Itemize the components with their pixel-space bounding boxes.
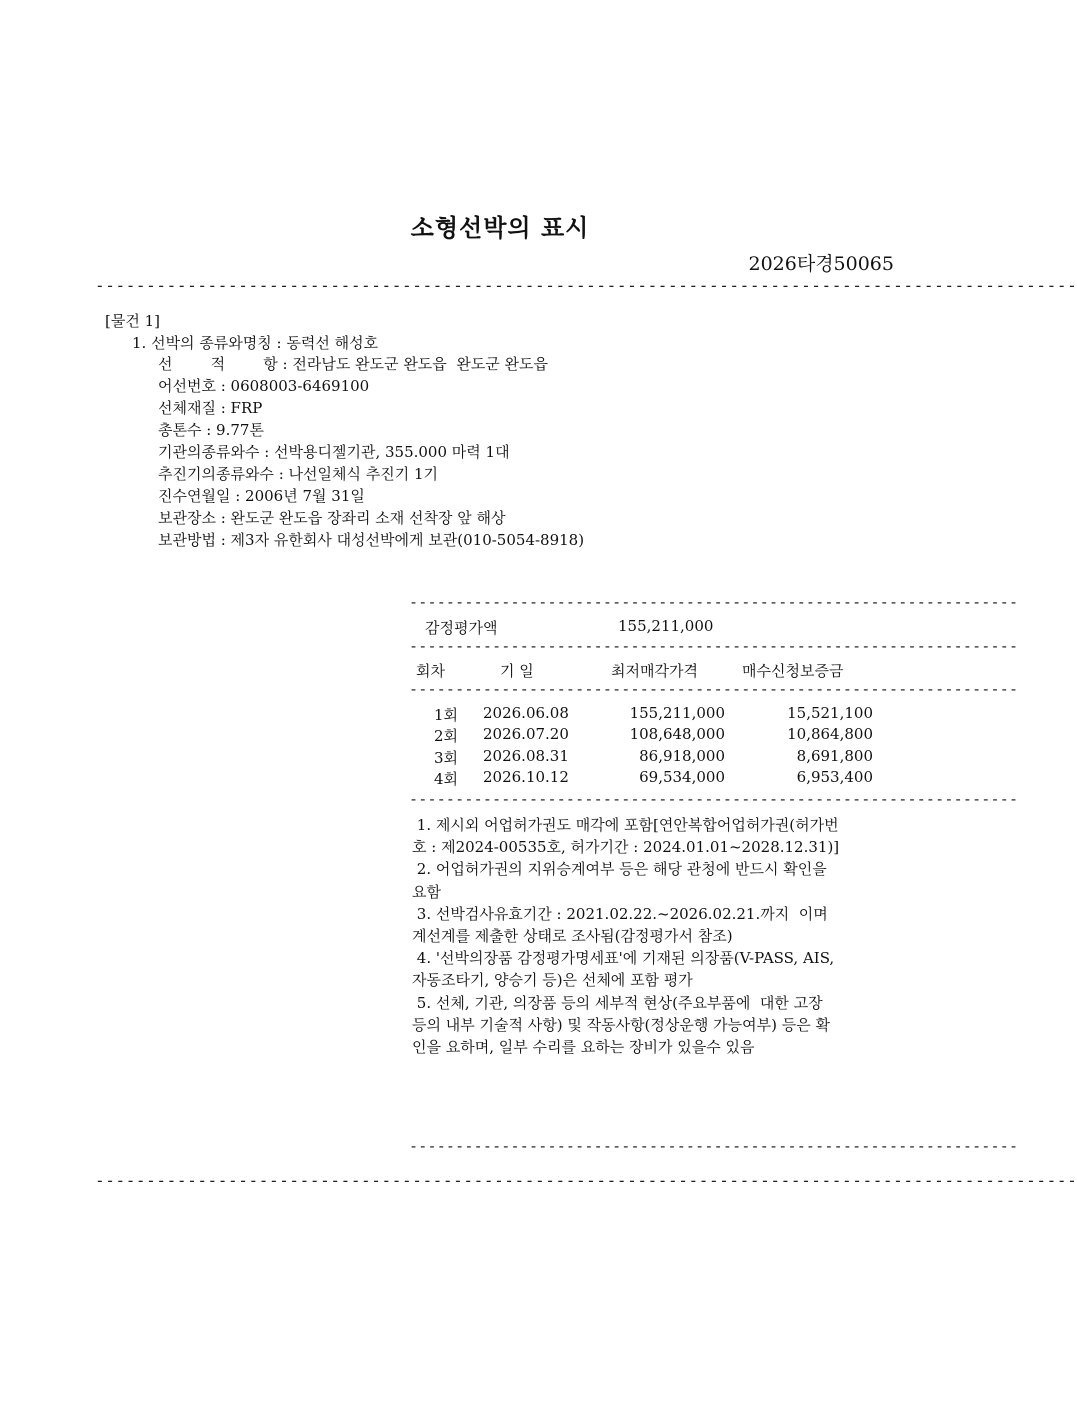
row-deposit: 15,521,100 xyxy=(787,704,873,722)
appraisal-top-rule: ------------------------------------------------------------------ xyxy=(409,593,1019,611)
row-date: 2026.10.12 xyxy=(483,768,569,786)
row-min-price: 69,534,000 xyxy=(639,768,725,786)
hull-material: 선체재질 : FRP xyxy=(158,399,263,417)
appraisal-label: 감정평가액 xyxy=(425,619,498,637)
top-divider: ------------------------------------------------------------------------------------------------ xyxy=(95,276,1077,295)
row-round: 2회 xyxy=(433,727,458,745)
case-number: 2026타경50065 xyxy=(748,253,894,275)
fishing-vessel-number: 어선번호 : 0608003-6469100 xyxy=(158,377,370,395)
storage-location: 보관장소 : 완도군 완도읍 장좌리 소재 선착장 앞 해상 xyxy=(158,509,506,527)
header-rule: ------------------------------------------------------------------ xyxy=(409,680,1019,698)
table-bottom-rule: ------------------------------------------------------------------ xyxy=(409,790,1019,808)
notes xyxy=(412,814,840,1058)
note-5: 5. 선체, 기관, 의장품 등의 세부적 현상(주요부품에 대한 고장 등의 내부 기술적 사항) 및 작동사항(정상운행 가능여부) 등은 확인을 요하며, 일부 수리를 요하는 장비가 있을수 있음 xyxy=(412,993,830,1057)
row-round: 1회 xyxy=(433,706,458,724)
gross-tonnage: 총톤수 : 9.77톤 xyxy=(158,421,264,439)
note-3: 3. 선박검사유효기간 : 2021.02.22.~2026.02.21.까지 이며 계선계를 제출한 상태로 조사됨(감정평가서 참조) xyxy=(412,904,833,946)
row-round: 3회 xyxy=(433,749,458,767)
row-min-price: 86,918,000 xyxy=(639,747,725,765)
note-1: 1. 제시외 어업허가권도 매각에 포함[연안복합어업허가권(허가번호 : 제2024-00535호, 허가기간 : 2024.01.01~2028.12.31)] xyxy=(412,816,840,857)
row-min-price: 108,648,000 xyxy=(629,725,725,743)
launch-date: 진수연월일 : 2006년 7월 31일 xyxy=(158,487,365,505)
row-date: 2026.07.20 xyxy=(483,725,569,743)
row-deposit: 8,691,800 xyxy=(796,747,873,765)
port-of-registry: 선 적 항 : 전라남도 완도군 완도읍 완도군 완도읍 xyxy=(158,355,549,373)
row-round: 4회 xyxy=(433,770,458,788)
header-min-price: 최저매각가격 xyxy=(611,662,698,680)
notes-bottom-rule: ------------------------------------------------------------------ xyxy=(409,1137,1019,1155)
bottom-divider: ------------------------------------------------------------------------------------------------ xyxy=(95,1171,1077,1190)
note-4: 4. '선박의장품 감정평가명세표'에 기재된 의장품(V-PASS, AIS, 자동조타기, 양승기 등)은 선체에 포함 평가 xyxy=(412,949,839,990)
engine-info: 기관의종류와수 : 선박용디젤기관, 355.000 마력 1대 xyxy=(158,443,510,461)
storage-method: 보관방법 : 제3자 유한회사 대성선박에게 보관(010-5054-8918) xyxy=(158,531,585,549)
row-min-price: 155,211,000 xyxy=(629,704,725,722)
page-title: 소형선박의 표시 xyxy=(410,214,590,242)
header-date: 기 일 xyxy=(500,662,534,680)
row-deposit: 6,953,400 xyxy=(796,768,873,786)
row-deposit: 10,864,800 xyxy=(787,725,873,743)
note-2: 2. 어업허가권의 지위승계여부 등은 해당 관청에 반드시 확인을 요함 xyxy=(412,860,832,901)
row-date: 2026.08.31 xyxy=(483,747,569,765)
header-deposit: 매수신청보증금 xyxy=(742,662,844,680)
propeller-info: 추진기의종류와수 : 나선일체식 추진기 1기 xyxy=(158,465,439,483)
header-round: 회차 xyxy=(416,662,445,680)
vessel-type-name: 1. 선박의 종류와명칭 : 동력선 해성호 xyxy=(132,334,379,352)
item-label: [물건 1] xyxy=(105,312,160,330)
appraisal-value: 155,211,000 xyxy=(618,617,714,635)
appraisal-bottom-rule: ------------------------------------------------------------------ xyxy=(409,637,1019,655)
row-date: 2026.06.08 xyxy=(483,704,569,722)
